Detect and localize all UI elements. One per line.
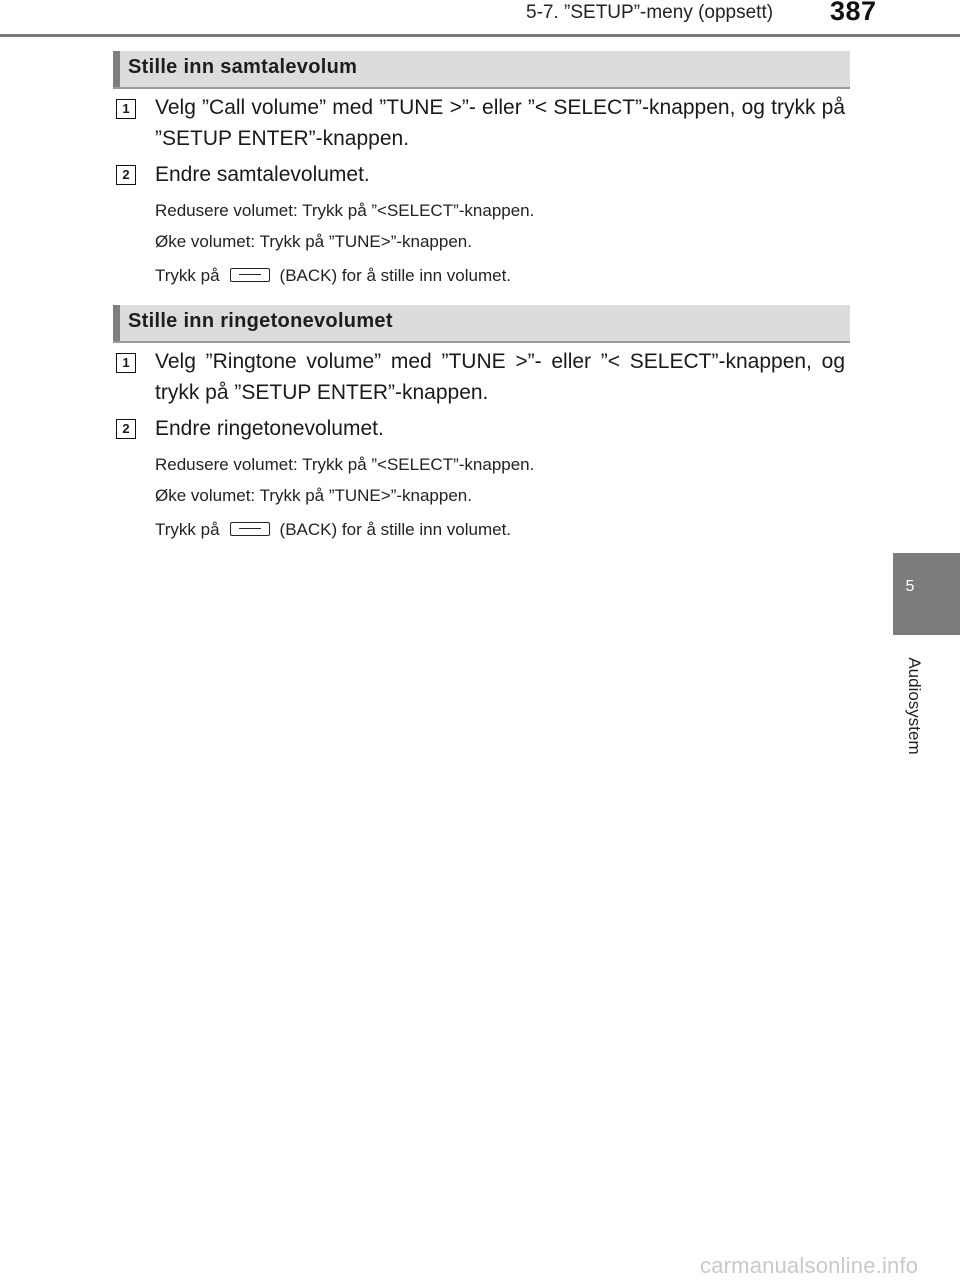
header-divider <box>0 34 960 37</box>
section-title: Stille inn ringetonevolumet <box>128 310 393 332</box>
step-text: Velg ”Ringtone volume” med ”TUNE >”- eller ”< SELECT”-knappen, og trykk på ”SETUP ENTER”-knappen. <box>155 350 845 404</box>
back-button-icon <box>230 522 270 536</box>
step-number-badge: 2 <box>116 419 136 439</box>
footer-watermark: carmanualsonline.info <box>700 1253 919 1278</box>
note-increase-volume: Øke volumet: Trykk på ”TUNE>”-knappen. <box>155 486 472 505</box>
chapter-title: 5-7. ”SETUP”-meny (oppsett) <box>526 2 774 23</box>
step-text: Velg ”Call volume” med ”TUNE >”- eller ”< SELECT”-knappen, og trykk på ”SETUP ENTER”-knappen. <box>155 96 845 150</box>
section-heading-ringtone-volume <box>113 305 850 343</box>
step-number-badge: 1 <box>116 353 136 373</box>
note-increase-volume: Øke volumet: Trykk på ”TUNE>”-knappen. <box>155 232 472 251</box>
step-number-badge: 1 <box>116 99 136 119</box>
section-title: Stille inn samtalevolum <box>128 56 358 78</box>
back-suffix: (BACK) for å stille inn volumet. <box>279 266 512 285</box>
back-prefix: Trykk på <box>155 266 220 285</box>
note-decrease-volume: Redusere volumet: Trykk på ”<SELECT”-knappen. <box>155 455 535 474</box>
back-instruction <box>155 520 511 540</box>
step-number-badge: 2 <box>116 165 136 185</box>
section-accent <box>113 305 120 341</box>
section-accent <box>113 51 120 87</box>
page-number: 387 <box>830 0 877 26</box>
chapter-tab-number: 5 <box>905 578 915 595</box>
back-prefix: Trykk på <box>155 520 220 539</box>
back-suffix: (BACK) for å stille inn volumet. <box>279 520 512 539</box>
back-button-icon <box>230 268 270 282</box>
step-text: Endre samtalevolumet. <box>155 163 370 186</box>
note-decrease-volume: Redusere volumet: Trykk på ”<SELECT”-knappen. <box>155 201 535 220</box>
step-text: Endre ringetonevolumet. <box>155 417 384 440</box>
chapter-tab-label: Audiosystem <box>905 657 924 755</box>
back-instruction <box>155 266 511 286</box>
section-heading-call-volume <box>113 51 850 89</box>
